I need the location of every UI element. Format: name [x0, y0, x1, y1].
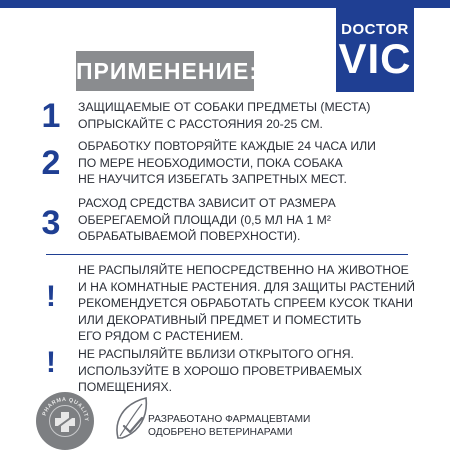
warning-icon-2: !: [46, 346, 56, 379]
step-number-2: 2: [41, 144, 61, 182]
logo-line-1: DOCTOR: [341, 21, 409, 38]
warning-2-line-3: ПОМЕЩЕНИЯХ.: [78, 380, 172, 394]
warning-text-1: [78, 262, 418, 345]
step-1-line-2: ОПРЫСКАЙТЕ С РАССТОЯНИЯ 20-25 СМ.: [78, 116, 323, 131]
step-text-2: [78, 138, 378, 188]
footer-text: [148, 413, 310, 439]
warning-icon-1: !: [46, 280, 56, 313]
step-2-line-3: НЕ НАУЧИТСЯ ИЗБЕГАТЬ ЗАПРЕТНЫХ МЕСТ.: [78, 172, 347, 186]
warning-2-line-2: ИСПОЛЬЗУЙТЕ В ХОРОШО ПРОВЕТРИВАЕМЫХ: [78, 363, 363, 378]
warning-text-2: [78, 346, 398, 396]
step-3-line-3: ОБРАБАТЫВАЕМОЙ ПОВЕРХНОСТИ).: [78, 229, 301, 243]
warning-2-line-1: НЕ РАСПЫЛЯЙТЕ ВБЛИЗИ ОТКРЫТОГО ОГНЯ.: [78, 347, 354, 361]
warning-1-line-4: ИЛИ ДЕКОРАТИВНЫЙ ПРЕДМЕТ И ПОМЕСТИТЬ: [78, 312, 362, 327]
footer-line-1: РАЗРАБОТАНО ФАРМАЦЕВТАМИ: [148, 414, 311, 425]
step-number-3: 3: [41, 204, 61, 242]
logo-line-2: VIC: [338, 35, 412, 82]
footer-line-2: ОДОБРЕНО ВЕТЕРИНАРАМИ: [148, 427, 293, 438]
warning-1-line-2: И НА КОМНАТНЫЕ РАСТЕНИЯ. ДЛЯ ЗАЩИТЫ РАСТЕНИЙ: [78, 279, 416, 294]
step-text-3: [78, 195, 378, 245]
step-number-1: 1: [41, 97, 61, 135]
step-3-line-2: ОБЕРЕГАЕМОЙ ПЛОЩАДИ (0,5 МЛ НА 1 М²: [78, 212, 331, 227]
badge-text: PHARMA QUALITY: [41, 396, 90, 422]
doctor-vic-logo: [336, 0, 414, 92]
step-text-1: [78, 99, 378, 132]
section-divider: [46, 254, 408, 255]
section-title-box: [76, 51, 258, 91]
step-3-line-1: РАСХОД СРЕДСТВА ЗАВИСИТ ОТ РАЗМЕРА: [78, 196, 336, 210]
leaf-check-icon: [108, 394, 152, 446]
step-2-line-1: ОБРАБОТКУ ПОВТОРЯЙТЕ КАЖДЫЕ 24 ЧАСА ИЛИ: [78, 139, 376, 153]
badge-emblem-icon: [36, 392, 94, 450]
warning-1-line-3: РЕКОМЕНДУЕТСЯ ОБРАБОТАТЬ СПРЕЕМ КУСОК ТКАНИ: [78, 296, 413, 310]
warning-1-line-5: ЕГО РЯДОМ С РАСТЕНИЕМ.: [78, 329, 244, 343]
step-1-line-1: ЗАЩИЩАЕМЫЕ ОТ СОБАКИ ПРЕДМЕТЫ (МЕСТА): [78, 100, 371, 114]
section-title: ПРИМЕНЕНИЕ:: [76, 58, 258, 84]
warning-1-line-1: НЕ РАСПЫЛЯЙТЕ НЕПОСРЕДСТВЕННО НА ЖИВОТНОЕ: [78, 263, 409, 277]
step-2-line-2: ПО МЕРЕ НЕОБХОДИМОСТИ, ПОКА СОБАКА: [78, 155, 343, 170]
